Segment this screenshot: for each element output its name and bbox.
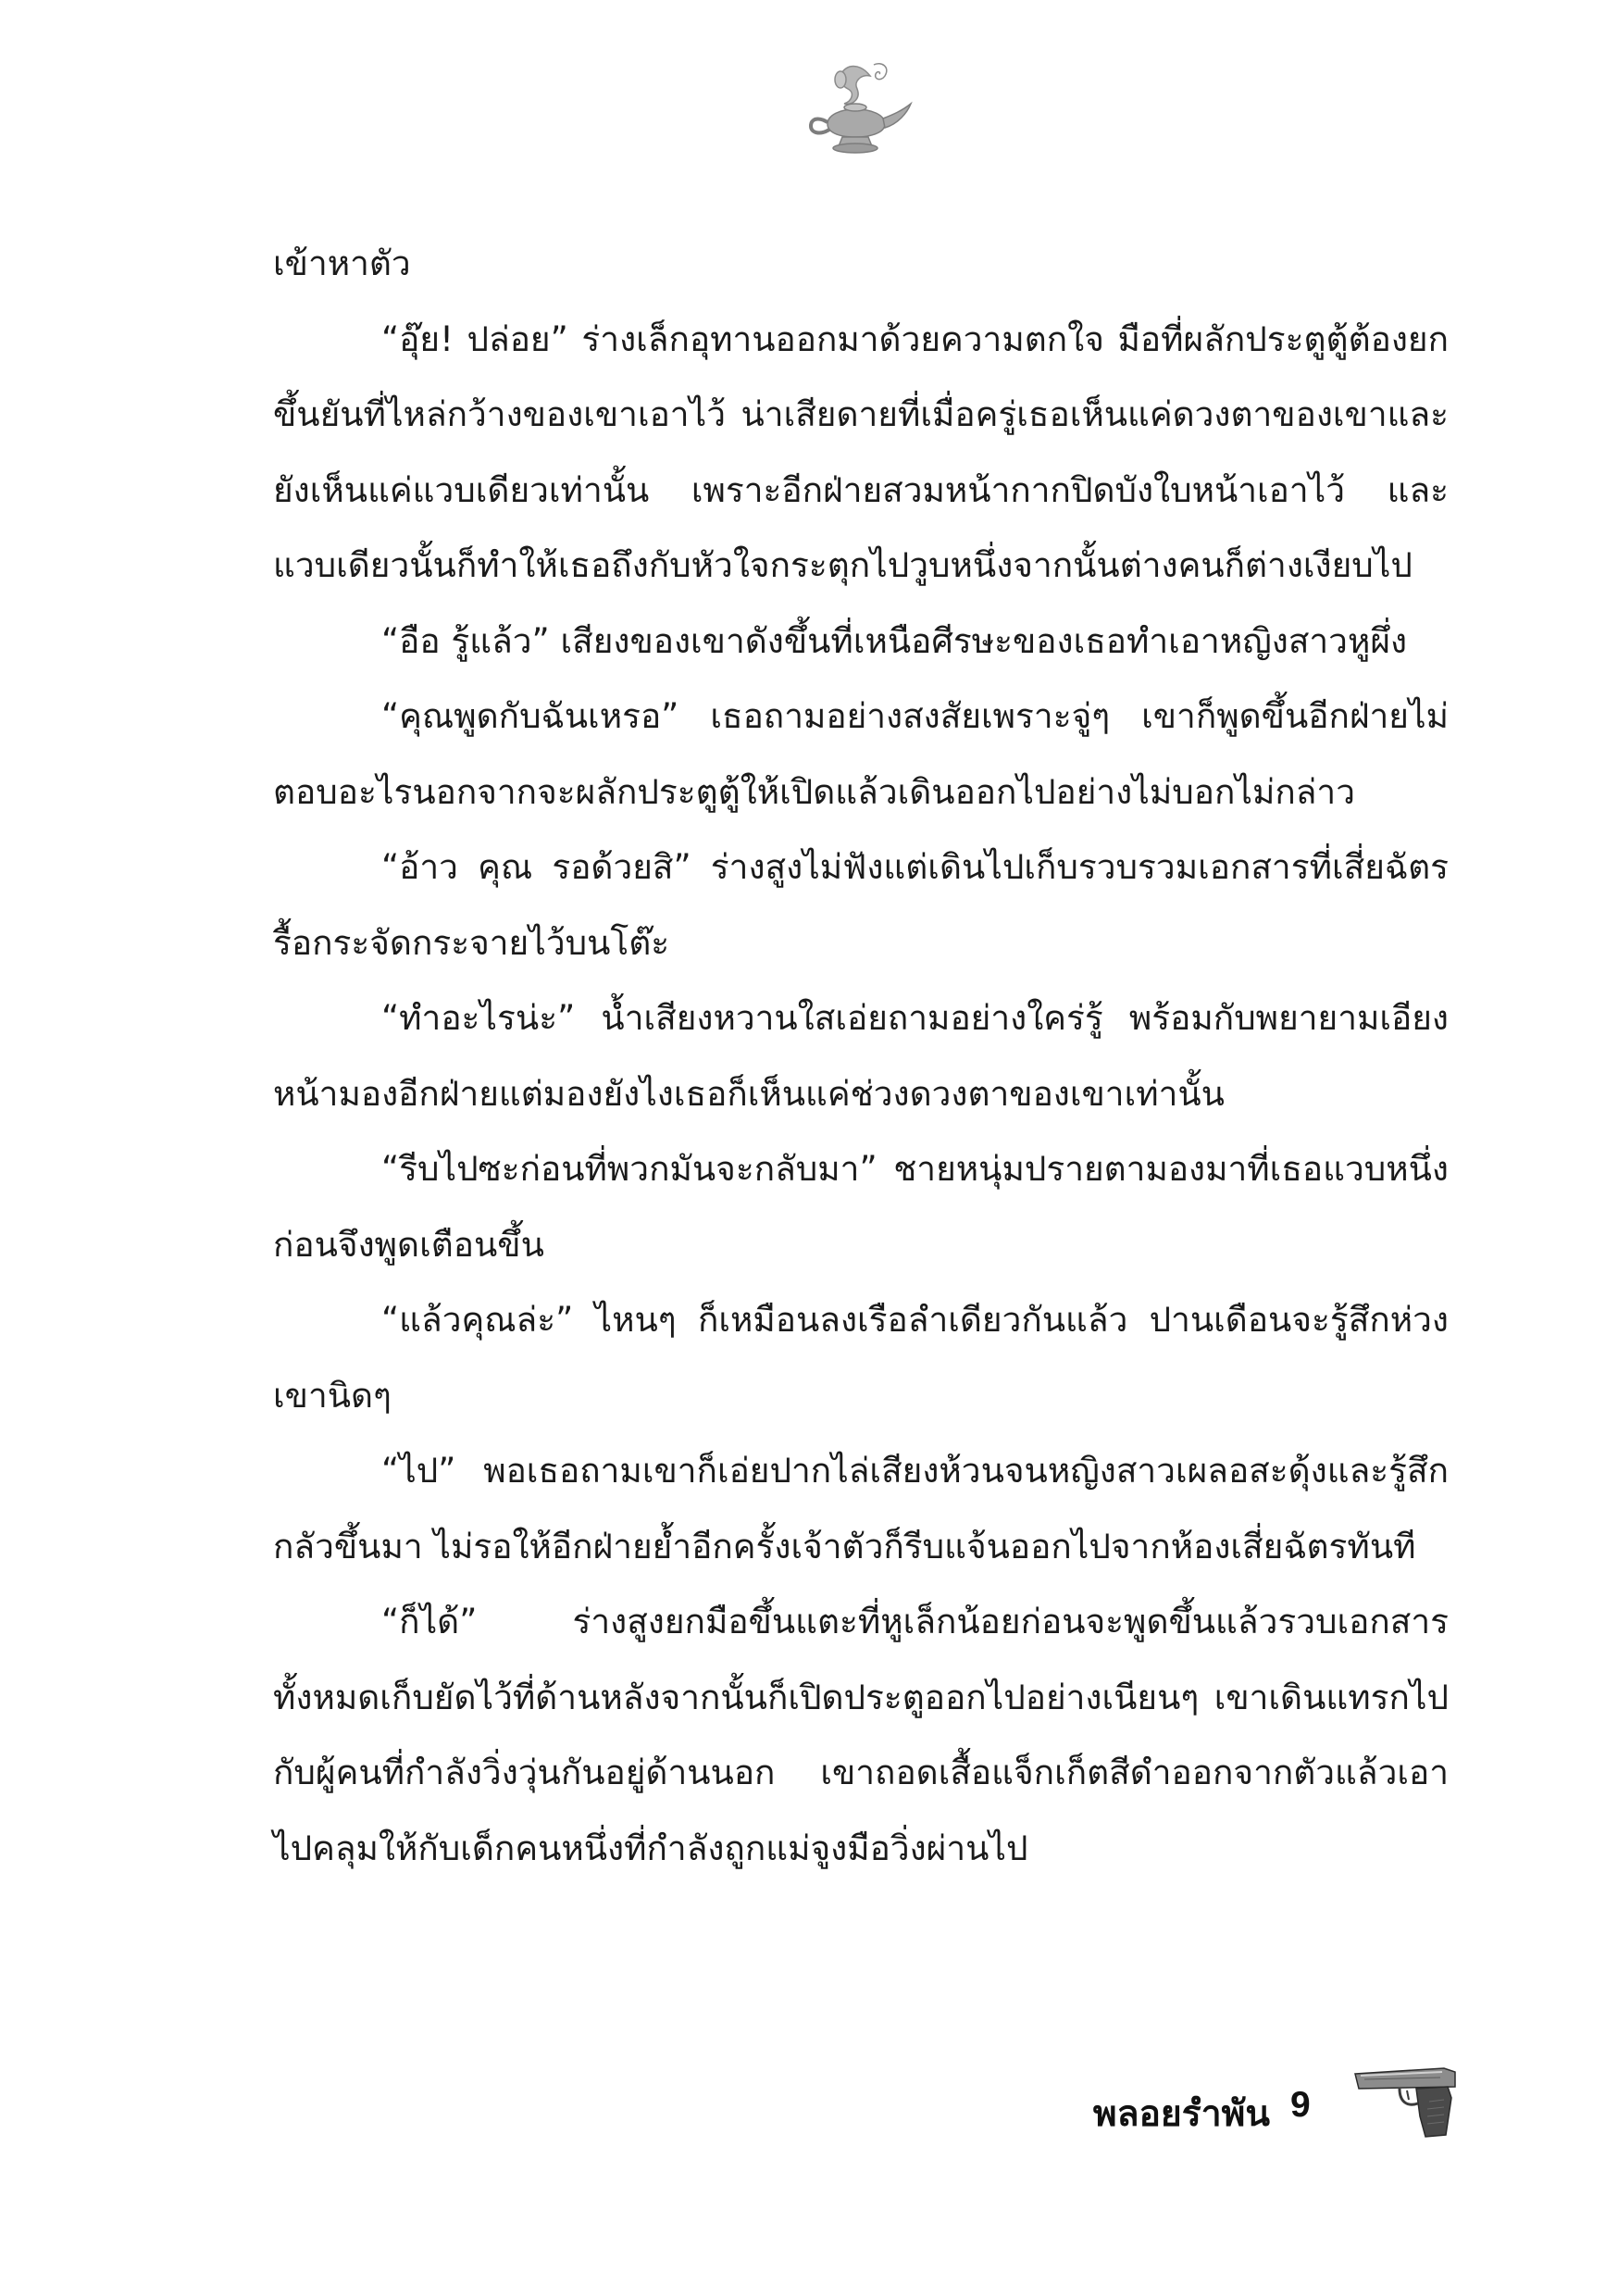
book-title: พลอยรำพัน xyxy=(1092,2093,1270,2135)
paragraph: “คุณพูดกับฉันเหรอ” เธอถามอย่างสงสัยเพราะจู่ๆ เขาก็พูดขึ้นอีกฝ่ายไม่ตอบอะไรนอกจากจะผลักประตูตู้ให้เปิดแล้วเดินออกไปอย่างไม่บอกไม่กล่าว xyxy=(273,696,1449,812)
paragraph: “อือ รู้แล้ว” เสียงของเขาดังขึ้นที่เหนือศีรษะของเธอทำเอาหญิงสาวหูผึ่ง xyxy=(381,620,1408,661)
paragraph: “อ้าว คุณ รอด้วยสิ” ร่างสูงไม่ฟังแต่เดินไปเก็บรวบรวมเอกสารที่เสี่ยฉัตรรื้อกระจัดกระจายไว้บนโต๊ะ xyxy=(273,847,1449,963)
page-footer xyxy=(0,2065,1618,2166)
chapter-body xyxy=(273,226,1449,1886)
paragraph: “ไป” พอเธอถามเขาก็เอ่ยปากไล่เสียงห้วนจนหญิงสาวเผลอสะดุ้งและรู้สึกกลัวขึ้นมา ไม่รอให้อีกฝ่ายย้ำอีกครั้งเจ้าตัวก็รีบแจ้นออกไปจากห้องเสี่ยฉัตรทันที xyxy=(273,1451,1449,1566)
paragraph: “อุ๊ย! ปล่อย” ร่างเล็กอุทานออกมาด้วยความตกใจ มือที่ผลักประตูตู้ต้องยกขึ้นยันที่ไหล่กว้างของเขาเอาไว้ น่าเสียดายที่เมื่อครู่เธอเห็นแค่ดวงตาของเขาและยังเห็นแค่แวบเดียวเท่านั้น เพราะอีกฝ่ายสวมหน้ากากปิดบังใบหน้าเอาไว้ และแวบเดียวนั้นก็ทำให้เธอถึงกับหัวใจกระตุกไปวูบหนึ่งจากนั้นต่างคนก็ต่างเงียบไป xyxy=(273,318,1449,585)
genie-lamp-icon xyxy=(796,57,916,159)
paragraph: เข้าหาตัว xyxy=(273,243,411,283)
paragraph: “รีบไปซะก่อนที่พวกมันจะกลับมา” ชายหนุ่มปรายตามองมาที่เธอแวบหนึ่งก่อนจึงพูดเตือนขึ้น xyxy=(273,1149,1449,1265)
paragraph: “ทำอะไรน่ะ” น้ำเสียงหวานใสเอ่ยถามอย่างใคร่รู้ พร้อมกับพยายามเอียงหน้ามองอีกฝ่ายแต่มองยังไงเธอก็เห็นแค่ช่วงดวงตาของเขาเท่านั้น xyxy=(273,998,1449,1114)
page-number: 9 xyxy=(1290,2085,1311,2125)
paragraph: “แล้วคุณล่ะ” ไหนๆ ก็เหมือนลงเรือลำเดียวกันแล้ว ปานเดือนจะรู้สึกห่วงเขานิดๆ xyxy=(273,1300,1449,1416)
pistol-icon xyxy=(1351,2065,1461,2139)
paragraph: “ก็ได้” ร่างสูงยกมือขึ้นแตะที่หูเล็กน้อยก่อนจะพูดขึ้นแล้วรวบเอกสารทั้งหมดเก็บยัดไว้ที่ด้านหลังจากนั้นก็เปิดประตูออกไปอย่างเนียนๆ เขาเดินแทรกไปกับผู้คนที่กำลังวิ่งวุ่นกันอยู่ด้านนอก เขาถอดเสื้อแจ็กเก็ตสีดำออกจากตัวแล้วเอาไปคลุมให้กับเด็กคนหนึ่งที่กำลังถูกแม่จูงมือวิ่งผ่านไป xyxy=(273,1602,1449,1868)
